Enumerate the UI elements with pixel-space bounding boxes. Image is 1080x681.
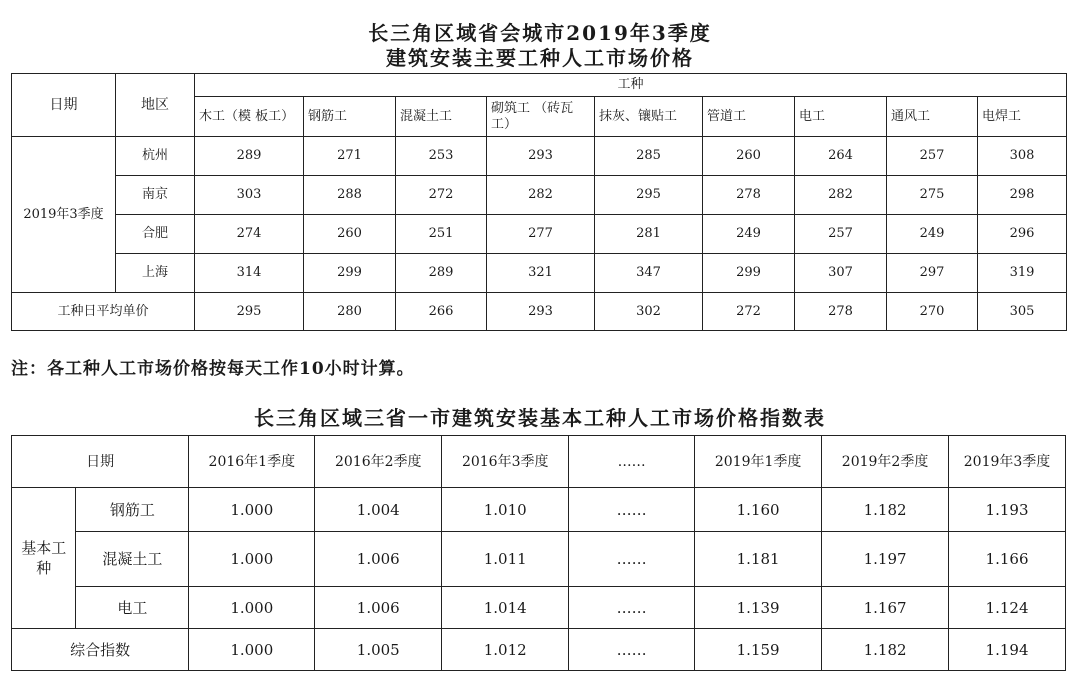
- price-cell: 272: [396, 176, 487, 215]
- index-cell: 1.181: [695, 532, 822, 587]
- price-cell: 347: [595, 254, 703, 293]
- index-cell: 1.139: [695, 587, 822, 629]
- price-cell: 299: [703, 254, 795, 293]
- period-header: 2016年1季度: [189, 436, 315, 488]
- trade-header: 木工（模 板工）: [195, 97, 304, 137]
- price-cell: 280: [304, 293, 396, 331]
- price-cell: 277: [487, 215, 595, 254]
- price-cell: 314: [195, 254, 304, 293]
- table-row: [12, 532, 1066, 587]
- trade-header: 钢筋工: [304, 97, 396, 137]
- price-cell: 296: [978, 215, 1067, 254]
- index-cell: 1.000: [189, 587, 315, 629]
- price-cell: 249: [703, 215, 795, 254]
- index-cell: 1.006: [315, 587, 442, 629]
- price-cell: 275: [887, 176, 978, 215]
- period-header: ……: [569, 436, 695, 488]
- price-cell: 278: [795, 293, 887, 331]
- price-cell: 282: [487, 176, 595, 215]
- index-cell: 1.010: [442, 488, 569, 532]
- index-cell: 1.000: [189, 629, 315, 671]
- index-cell: 1.194: [949, 629, 1066, 671]
- index-cell: ……: [569, 488, 695, 532]
- footnote: 注：各工种人工市场价格按每天工作10小时计算。: [11, 359, 415, 379]
- index-cell: 1.197: [822, 532, 949, 587]
- price-cell: 303: [195, 176, 304, 215]
- price-cell: 289: [396, 254, 487, 293]
- table-row: [12, 293, 1067, 331]
- price-cell: 253: [396, 137, 487, 176]
- index-cell: 1.182: [822, 629, 949, 671]
- table-row: [12, 587, 1066, 629]
- price-cell: 249: [887, 215, 978, 254]
- index-cell: 1.011: [442, 532, 569, 587]
- table-row: [12, 488, 1066, 532]
- region-header: 地区: [116, 74, 195, 137]
- price-cell: 285: [595, 137, 703, 176]
- price-cell: 319: [978, 254, 1067, 293]
- price-cell: 302: [595, 293, 703, 331]
- group-label: 基本工种: [12, 488, 76, 629]
- price-cell: 293: [487, 137, 595, 176]
- price-cell: 298: [978, 176, 1067, 215]
- index-cell: 1.159: [695, 629, 822, 671]
- trade-header: 抹灰、镶贴工: [595, 97, 703, 137]
- price-cell: 282: [795, 176, 887, 215]
- trade-group-header: 工种: [195, 74, 1067, 97]
- index-cell: ……: [569, 629, 695, 671]
- index-cell: ……: [569, 532, 695, 587]
- price-cell: 293: [487, 293, 595, 331]
- trade-header: 电工: [795, 97, 887, 137]
- price-cell: 274: [195, 215, 304, 254]
- trade-cell: 电工: [76, 587, 189, 629]
- price-cell: 297: [887, 254, 978, 293]
- index-cell: 1.006: [315, 532, 442, 587]
- period-header: 2019年3季度: [949, 436, 1066, 488]
- trade-header: 管道工: [703, 97, 795, 137]
- index-cell: 1.000: [189, 488, 315, 532]
- date-header: 日期: [12, 74, 116, 137]
- period-header: 2019年1季度: [695, 436, 822, 488]
- price-cell: 278: [703, 176, 795, 215]
- trade-header: 砌筑工 （砖瓦工）: [487, 97, 595, 137]
- table-row: [12, 137, 1067, 176]
- price-cell: 257: [887, 137, 978, 176]
- period-cell: 2019年3季度: [12, 137, 116, 293]
- city-cell: 合肥: [116, 215, 195, 254]
- trade-header: 通风工: [887, 97, 978, 137]
- table-row: [12, 215, 1067, 254]
- price-cell: 260: [703, 137, 795, 176]
- trade-header: 电焊工: [978, 97, 1067, 137]
- city-cell: 上海: [116, 254, 195, 293]
- index-cell: 1.124: [949, 587, 1066, 629]
- table-row: [12, 254, 1067, 293]
- table-row: [12, 176, 1067, 215]
- price-cell: 288: [304, 176, 396, 215]
- index-cell: 1.000: [189, 532, 315, 587]
- index-cell: 1.166: [949, 532, 1066, 587]
- price-cell: 272: [703, 293, 795, 331]
- price-cell: 289: [195, 137, 304, 176]
- trade-cell: 混凝土工: [76, 532, 189, 587]
- trade-header: 混凝土工: [396, 97, 487, 137]
- composite-label: 综合指数: [12, 629, 189, 671]
- index-cell: 1.160: [695, 488, 822, 532]
- index-cell: 1.014: [442, 587, 569, 629]
- index-cell: 1.004: [315, 488, 442, 532]
- table1-title-line2: 建筑安装主要工种人工市场价格: [386, 46, 694, 70]
- city-cell: 杭州: [116, 137, 195, 176]
- price-cell: 299: [304, 254, 396, 293]
- trade-cell: 钢筋工: [76, 488, 189, 532]
- price-cell: 264: [795, 137, 887, 176]
- price-cell: 307: [795, 254, 887, 293]
- index-cell: 1.167: [822, 587, 949, 629]
- price-cell: 260: [304, 215, 396, 254]
- price-cell: 321: [487, 254, 595, 293]
- index-cell: 1.193: [949, 488, 1066, 532]
- price-cell: 295: [595, 176, 703, 215]
- city-cell: 南京: [116, 176, 195, 215]
- index-cell: 1.182: [822, 488, 949, 532]
- price-cell: 257: [795, 215, 887, 254]
- labor-price-table: [11, 73, 1067, 331]
- period-header: 2019年2季度: [822, 436, 949, 488]
- average-label: 工种日平均单价: [12, 293, 195, 331]
- price-cell: 271: [304, 137, 396, 176]
- date-header: 日期: [12, 436, 189, 488]
- price-cell: 305: [978, 293, 1067, 331]
- price-cell: 266: [396, 293, 487, 331]
- price-cell: 281: [595, 215, 703, 254]
- table2-title: 长三角区域三省一市建筑安装基本工种人工市场价格指数表: [254, 406, 826, 430]
- period-header: 2016年2季度: [315, 436, 442, 488]
- index-cell: 1.012: [442, 629, 569, 671]
- labor-price-index-table: [11, 435, 1066, 671]
- price-cell: 295: [195, 293, 304, 331]
- table-row: [12, 629, 1066, 671]
- price-cell: 270: [887, 293, 978, 331]
- table1-title-line1: 长三角区域省会城市2019年3季度: [368, 21, 712, 45]
- index-cell: ……: [569, 587, 695, 629]
- index-cell: 1.005: [315, 629, 442, 671]
- price-cell: 251: [396, 215, 487, 254]
- price-cell: 308: [978, 137, 1067, 176]
- period-header: 2016年3季度: [442, 436, 569, 488]
